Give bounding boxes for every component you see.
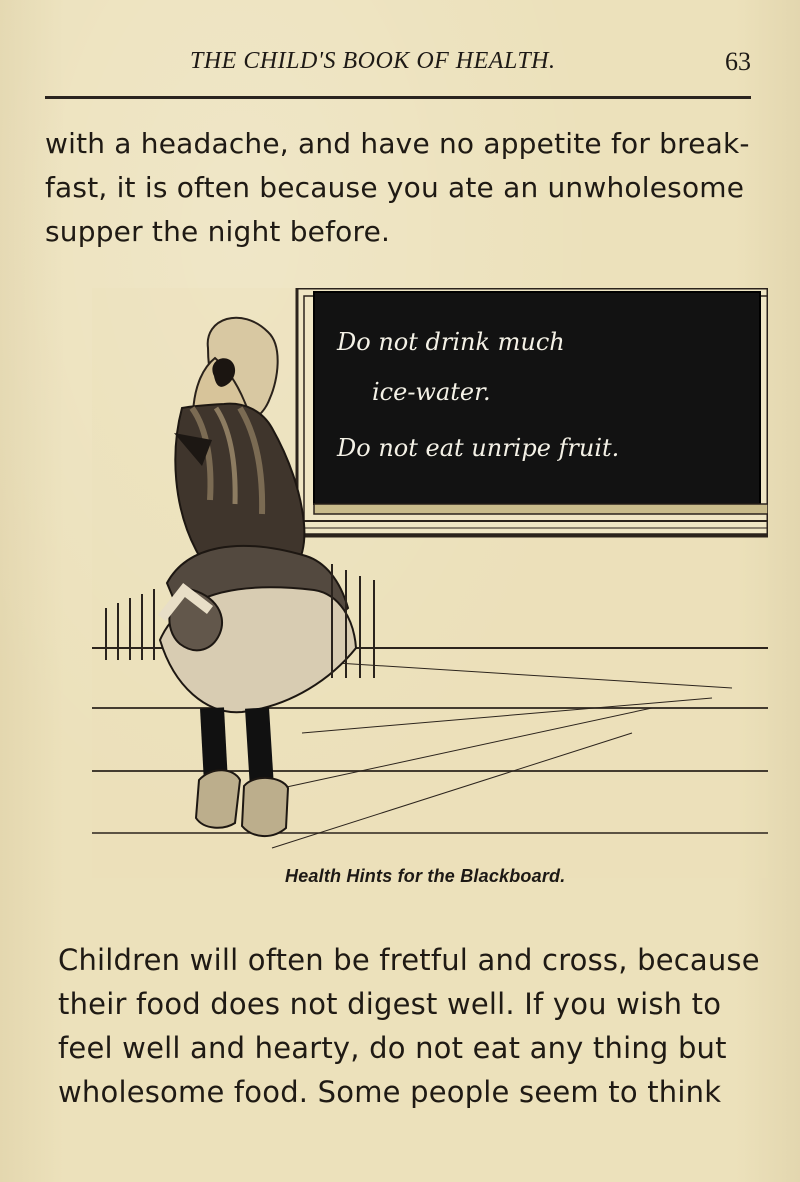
running-head: THE CHILD'S BOOK OF HEALTH.: [190, 48, 556, 74]
blackboard: [297, 292, 768, 528]
header-rule: [45, 96, 751, 99]
blackboard-illustration: [92, 288, 768, 878]
page-number: 63: [725, 47, 751, 76]
blackboard-line-1: Do not drink much: [337, 328, 565, 356]
blackboard-line-2: ice-water.: [372, 378, 491, 406]
figure-caption: Health Hints for the Blackboard.: [285, 866, 566, 886]
body-text-bottom: Children will often be fretful and cross, because their food does not digest well. If you wish to feel well and hearty, do not eat any thing but wholesome food. Some people seem to think: [58, 943, 760, 1109]
blackboard-line-3: Do not eat unripe fruit.: [337, 434, 620, 462]
body-text-top: with a headache, and have no appetite for break-fast, it is often because you ate an unwholesome supper the night before.: [45, 127, 750, 248]
